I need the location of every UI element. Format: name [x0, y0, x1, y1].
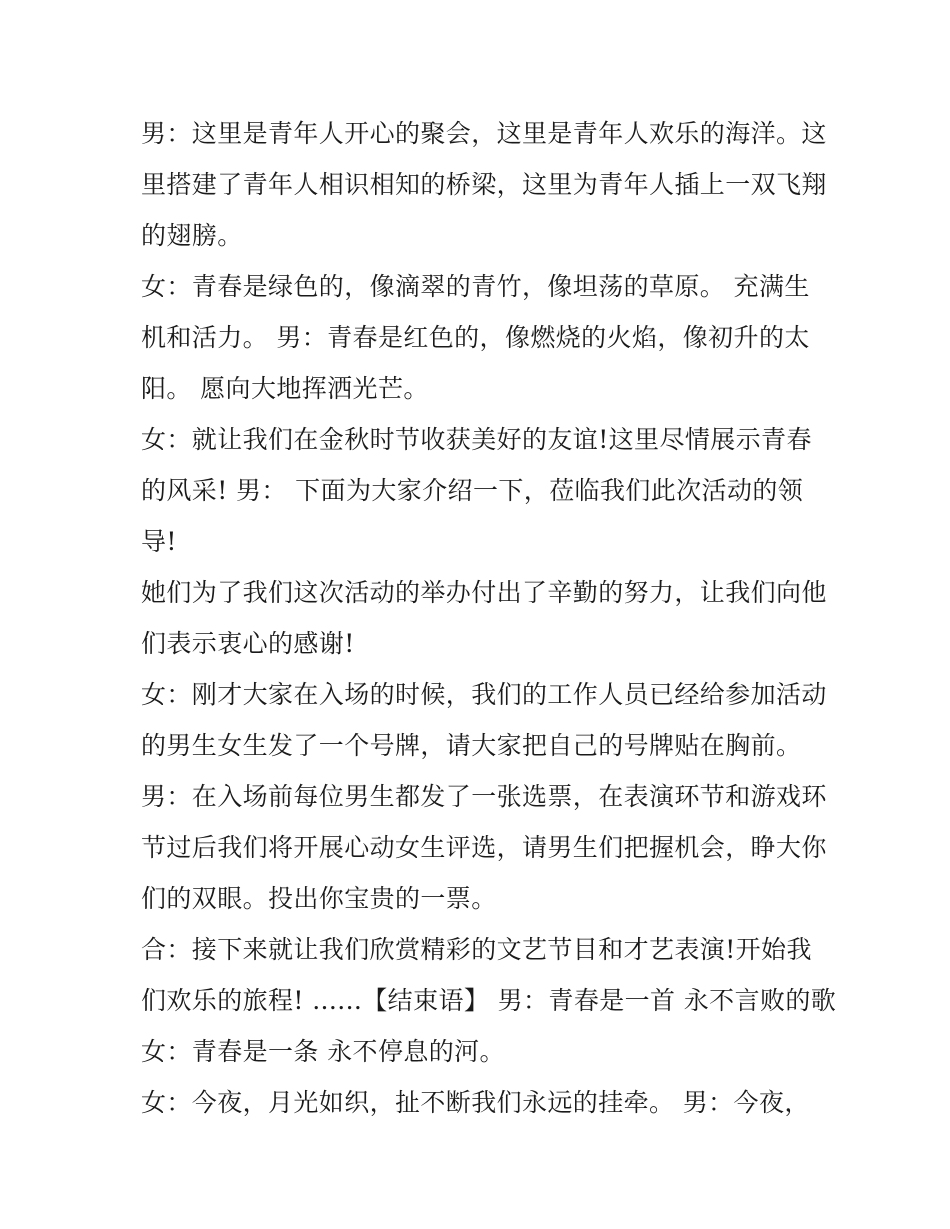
text-line: 里搭建了青年人相识相知的桥梁，这里为青年人插上一双飞翔	[141, 170, 827, 199]
text-line: 阳。 愿向大地挥洒光芒。	[141, 374, 429, 403]
text-line: 男：这里是青年人开心的聚会，这里是青年人欢乐的海洋。这	[141, 119, 827, 148]
text-line: 导!	[141, 527, 177, 556]
text-line: 的风采! 男： 下面为大家介绍一下，莅临我们此次活动的领	[141, 476, 804, 505]
document-body	[141, 108, 837, 1128]
text-line: 们欢乐的旅程! ......【结束语】 男：青春是一首 永不言败的歌	[141, 986, 837, 1015]
text-line: 男：在入场前每位男生都发了一张选票，在表演环节和游戏环	[141, 782, 827, 811]
text-line: 女：刚才大家在入场的时候，我们的工作人员已经给参加活动	[141, 680, 827, 709]
text-line: 女：就让我们在金秋时节收获美好的友谊!这里尽情展示青春	[141, 425, 812, 454]
text-line: 女：青春是一条 永不停息的河。	[141, 1037, 505, 1066]
text-line: 机和活力。 男：青春是红色的，像燃烧的火焰，像初升的太	[141, 323, 810, 352]
text-line: 们的双眼。投出你宝贵的一票。	[141, 884, 497, 913]
text-line: 合：接下来就让我们欣赏精彩的文艺节目和才艺表演!开始我	[141, 935, 812, 964]
text-line: 女：青春是绿色的，像滴翠的青竹，像坦荡的草原。 充满生	[141, 272, 810, 301]
text-line: 她们为了我们这次活动的举办付出了辛勤的努力，让我们向他	[141, 578, 827, 607]
text-line: 节过后我们将开展心动女生评选，请男生们把握机会，睁大你	[141, 833, 827, 862]
text-line: 的翅膀。	[141, 221, 243, 250]
text-line: 女：今夜，月光如织，扯不断我们永远的挂牵。 男：今夜，	[141, 1088, 810, 1117]
text-line: 们表示衷心的感谢!	[141, 629, 355, 658]
text-line: 的男生女生发了一个号牌，请大家把自己的号牌贴在胸前。	[141, 731, 802, 760]
